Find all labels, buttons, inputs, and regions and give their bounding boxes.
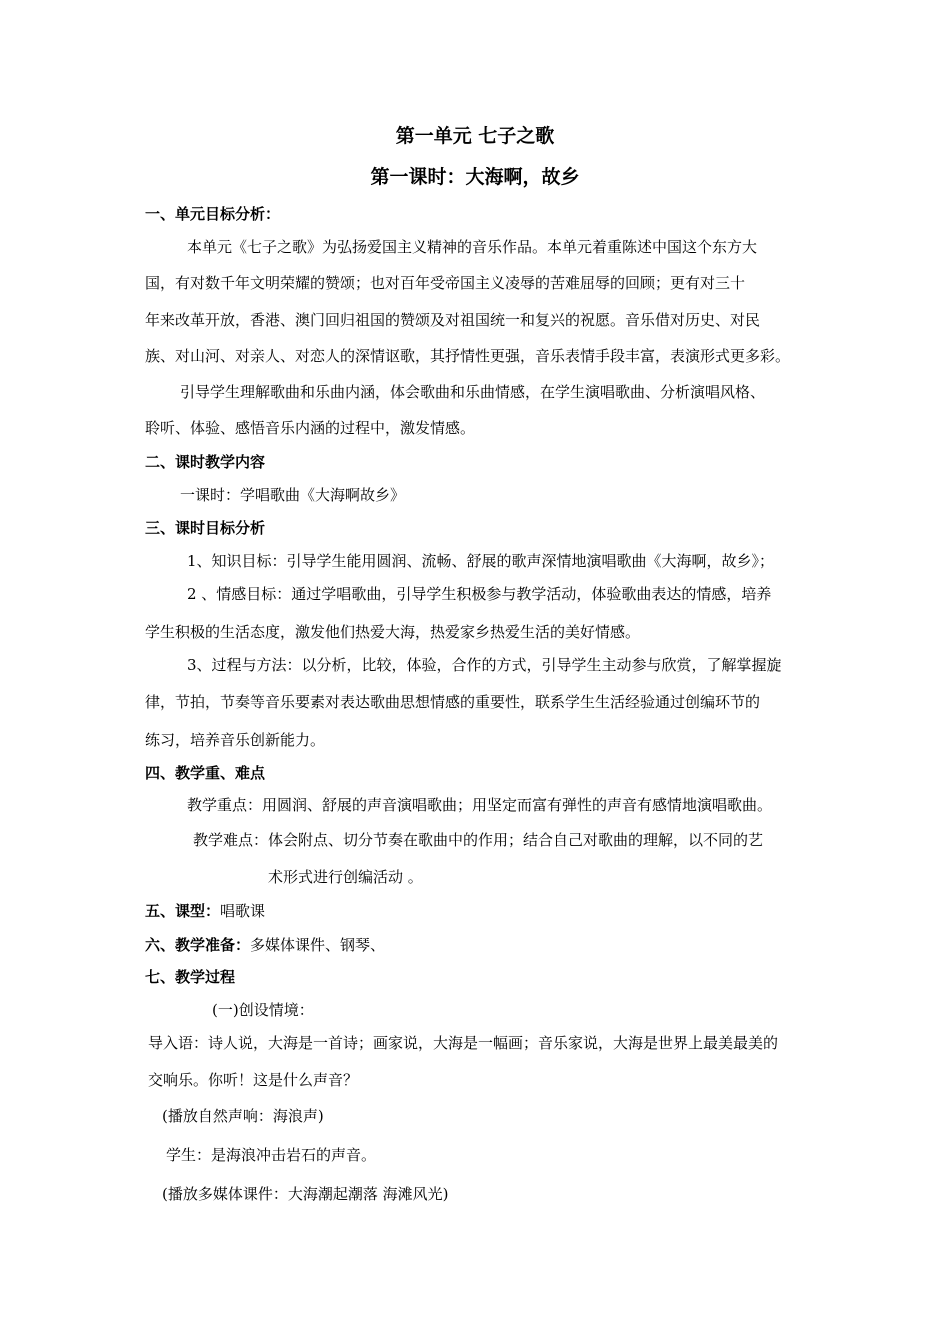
paragraph-line: 教学重点：用圆润、舒展的声音演唱歌曲；用坚定而富有弹性的声音有感情地演唱歌曲。	[187, 796, 773, 814]
paragraph-line: 导入语：诗人说，大海是一首诗；画家说，大海是一幅画；音乐家说，大海是世界上最美最美的	[148, 1034, 779, 1052]
paragraph-line: 术形式进行创编活动 。	[268, 868, 423, 886]
paragraph-line: 律，节拍，节奏等音乐要素对表达歌曲思想情感的重要性，联系学生生活经验通过创编环节的	[145, 693, 761, 711]
lesson-title: 第一课时：大海啊，故乡	[370, 166, 580, 188]
section-heading-lesson-type: 五、课型：	[145, 902, 221, 920]
section-heading-teaching-process: 七、教学过程	[145, 968, 236, 986]
paragraph-line: 族、对山河、对亲人、对恋人的深情讴歌，其抒情性更强，音乐表情手段丰富，表演形式更多彩。	[145, 347, 791, 365]
paragraph-line: 聆听、体验、感悟音乐内涵的过程中，激发情感。	[145, 419, 476, 437]
paragraph-line: 交响乐。你听！这是什么声音？	[148, 1071, 359, 1089]
lesson-type-value: 唱歌课	[220, 902, 266, 920]
paragraph-line: 一课时：学唱歌曲《大海啊故乡》	[180, 486, 406, 504]
paragraph-line: 引导学生理解歌曲和乐曲内涵，体会歌曲和乐曲情感，在学生演唱歌曲、分析演唱风格、	[180, 383, 766, 401]
paragraph-line: (播放多媒体课件：大海潮起潮落 海滩风光)	[162, 1185, 449, 1203]
paragraph-line: 本单元《七子之歌》为弘扬爱国主义精神的音乐作品。本单元着重陈述中国这个东方大	[187, 238, 758, 256]
paragraph-line: 3、过程与方法：以分析，比较，体验，合作的方式，引导学生主动参与欣赏，了解掌握旋	[187, 656, 782, 674]
paragraph-line: (一)创设情境：	[212, 1001, 314, 1019]
paragraph-line: 1、知识目标：引导学生能用圆润、流畅、舒展的歌声深情地演唱歌曲《大海啊，故乡》；	[187, 552, 775, 570]
paragraph-line: 年来改革开放，香港、澳门回归祖国的赞颂及对祖国统一和复兴的祝愿。音乐借对历史、对民	[145, 311, 761, 329]
unit-title: 第一单元 七子之歌	[395, 125, 555, 147]
section-heading-lesson-goals: 三、课时目标分析	[145, 519, 266, 537]
section-heading-lesson-content: 二、课时教学内容	[145, 453, 266, 471]
paragraph-line: 学生：是海浪冲击岩石的声音。	[166, 1146, 377, 1164]
paragraph-line: (播放自然声响：海浪声)	[162, 1107, 324, 1125]
paragraph-line: 教学难点：体会附点、切分节奏在歌曲中的作用；结合自己对歌曲的理解，以不同的艺	[193, 831, 764, 849]
paragraph-line: 国，有对数千年文明荣耀的赞颂；也对百年受帝国主义凌辱的苦难屈辱的回顾；更有对三十	[145, 274, 746, 292]
paragraph-line: 练习，培养音乐创新能力。	[145, 731, 326, 749]
preparation-line	[145, 938, 385, 953]
section-heading-key-points: 四、教学重、难点	[145, 764, 266, 782]
lesson-type-line	[145, 904, 265, 919]
paragraph-line: 学生积极的生活态度，激发他们热爱大海，热爱家乡热爱生活的美好情感。	[145, 623, 641, 641]
section-heading-preparation: 六、教学准备：	[145, 936, 251, 954]
preparation-value: 多媒体课件、钢琴、	[250, 936, 386, 954]
section-heading-unit-goals: 一、单元目标分析：	[145, 205, 281, 223]
paragraph-line: 2 、情感目标：通过学唱歌曲，引导学生积极参与教学活动，体验歌曲表达的情感，培养	[187, 585, 772, 603]
